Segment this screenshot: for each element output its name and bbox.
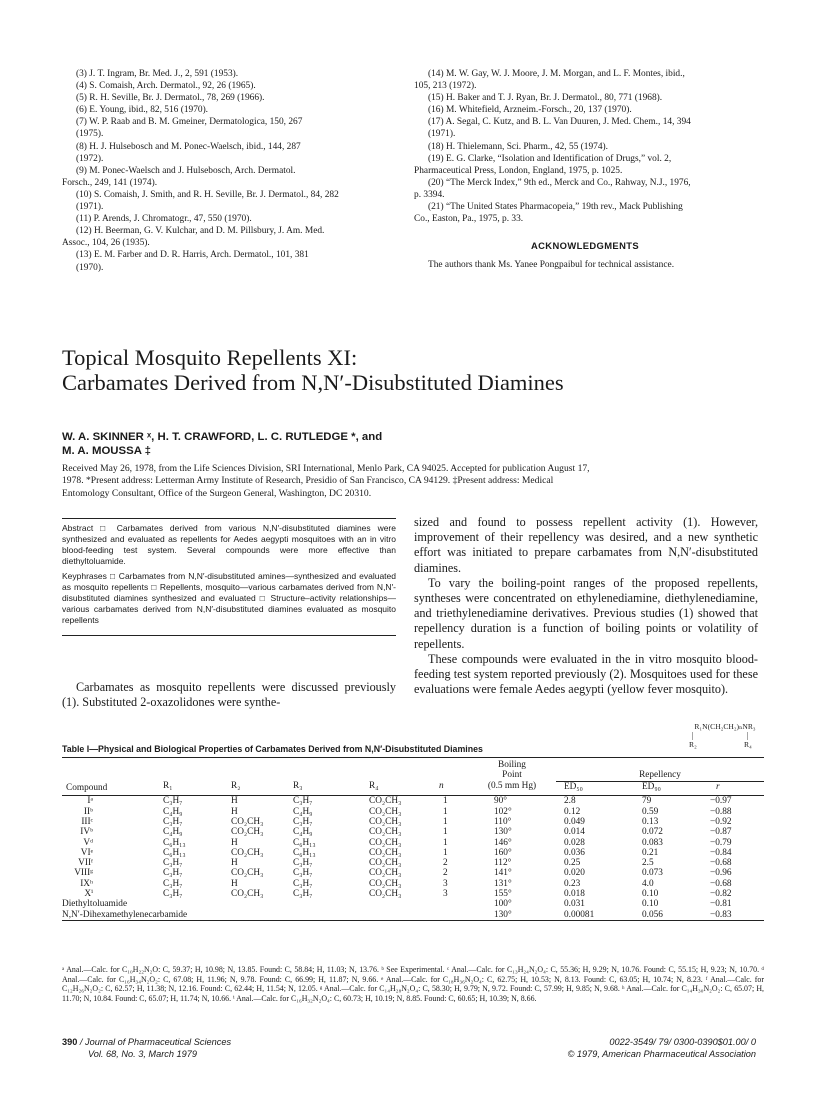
table-cell: C₃H₇	[293, 868, 313, 879]
table-cell: 155°	[494, 889, 512, 900]
reference-line: 105, 213 (1972).	[414, 81, 477, 92]
table-cell: 0.23	[564, 878, 581, 889]
reference-line: (4) S. Comaish, Arch. Dermatol., 92, 26 (1965).	[76, 81, 256, 92]
table-cell: 0.072	[642, 827, 663, 838]
keyphrases-text: Keyphrases □ Carbamates from N,N′-disubstituted amines—synthesized and evaluated as mosquito repellents □ Repellents, mosquito—various carbamates derived from N,N′-disubstituted diamines synthesized and evaluated □ Structure–activity relationships—various carbamates derived from N,N′-disubstituted diamines evaluated as mosquito repellents	[62, 571, 396, 625]
title-line-1: Topical Mosquito Repellents XI:	[62, 345, 358, 370]
footer-journal: 390 / Journal of Pharmaceutical Sciences	[62, 1037, 232, 1047]
table-cell: 90°	[494, 796, 508, 807]
table-cell: CO₂CH₃	[369, 878, 402, 889]
body-paragraph: Carbamates as mosquito repellents were discussed previously (1). Substituted 2-oxazolidones were synthe-	[62, 680, 396, 710]
table-cell: −0.92	[710, 816, 732, 827]
header-r: r	[704, 781, 764, 796]
table-cell: C₄H₉	[293, 827, 313, 838]
table-cell: CO₂CH₃	[231, 868, 264, 879]
table-container	[62, 757, 764, 921]
table-cell: −0.68	[710, 878, 732, 889]
table-cell: −0.88	[710, 806, 732, 817]
header-r4: R₄	[369, 781, 379, 792]
table-cell: 0.00081	[564, 909, 595, 920]
table-row	[62, 879, 764, 889]
reference-line: (7) W. P. Raab and B. M. Gmeiner, Dermatologica, 150, 267	[76, 117, 303, 128]
body-paragraph: sized and found to possess repellent activity (1). However, improvement of their repellency was desired, and a new synthetic effort was initiated to prepare carbamates from N,N′-disubstituted diamines.	[414, 515, 758, 575]
table-row	[62, 858, 764, 868]
table-cell: 0.083	[642, 837, 663, 848]
table-cell: Diethyltoluamide	[62, 899, 128, 910]
table-cell: 0.014	[564, 827, 585, 838]
header-n: n	[439, 781, 444, 792]
references-left	[62, 68, 392, 274]
references-right	[414, 68, 756, 225]
table-cell: H	[231, 806, 238, 817]
table-cell: CO₂CH₃	[231, 827, 264, 838]
footer-copyright: © 1979, American Pharmaceutical Association	[567, 1049, 756, 1059]
table-cell: 1	[443, 816, 448, 827]
reference-line: Co., Easton, Pa., 1975, p. 33.	[414, 214, 524, 225]
table-cell: C₄H₉	[293, 806, 313, 817]
reference-line: (11) P. Arends, J. Chromatogr., 47, 550 (1970).	[76, 214, 252, 225]
table-cell: C₃H₇	[163, 796, 183, 807]
table-cell: 0.25	[564, 858, 581, 869]
table-footnote: ᵃ Anal.—Calc. for C₁₀H₂₂N₂O: C, 59.37; H, 10.98; N, 13.85. Found: C, 58.84; H, 11.03; N, 13.76. ᵇ See Experimental. ᶜ Anal.—Calc. for C₁₃H₂₄N₂O₄: C, 55.36; H, 9.29; N, 10.76. Found: C, 55.15; H, 9.23; N, 10.70. ᵈ Anal.—Calc. for C₁₆H₃₄N₂O₂: C, 67.08; H, 11.96; N, 9.78. Found: C, 66.99; H, 11.87; N, 9.66. ᵉ Anal.—Calc. for C₁₈H₃₆N₂O₄: C, 62.75; H, 10.53; N, 8.13. Found: C, 63.05; H, 10.74; N, 8.23. ᶠ Anal.—Calc. for C₁₂H₂₆N₂O₂: C, 62.57; H, 11.38; N, 12.16. Found: C, 62.44; H, 11.54; N, 12.05. ᵍ Anal.—Calc. for C₁₄H₂₈N₂O₄: C, 58.30; H, 9.79; N, 9.72. Found: C, 57.99; H, 9.85; N, 9.68. ʰ Anal.—Calc. for C₁₄H₃₀N₂O₂: C, 65.07; H, 11.70; N, 10.84. Found: C, 65.07; H, 11.74; N, 10.66. ⁱ Anal.—Calc. for C₁₆H₃₂N₂O₄: C, 60.73; H, 10.19; N, 8.85. Found: C, 60.65; H, 10.39; N, 8.66.	[62, 965, 764, 1003]
table-cell: 2	[443, 868, 448, 879]
table-cell: C₃H₇	[163, 858, 183, 869]
table-cell: 100°	[494, 899, 512, 910]
body-paragraph: These compounds were evaluated in the in vitro mosquito blood-feeding test system reported previously (2). Mosquitoes used for these evaluations were female Aedes aegypti (yellow fever mosquito).	[414, 651, 758, 697]
reference-line: (20) “The Merck Index,” 9th ed., Merck and Co., Rahway, N.J., 1976,	[428, 177, 691, 188]
table-cell: −0.68	[710, 858, 732, 869]
body-paragraph: To vary the boiling-point ranges of the proposed repellents, syntheses were concentrated on ethylenediamine, diethylenediamine, and triethylenediamine derivatives. Previous studies (1) showed that repellency duration is a function of boiling points or volatility of repellents.	[414, 575, 758, 651]
table-cell: H	[231, 878, 238, 889]
table-cell: 146°	[494, 837, 512, 848]
table-row	[62, 910, 764, 920]
header-ed90: ED₉₀	[628, 781, 704, 796]
table-row	[62, 796, 764, 807]
table-cell: 0.031	[564, 899, 585, 910]
structure-r4: R₄	[744, 740, 752, 749]
header-r2: R₂	[231, 781, 241, 792]
table-row	[62, 899, 764, 909]
reference-line: (9) M. Ponec-Waelsch and J. Hulsebosch, Arch. Dermatol.	[76, 165, 296, 176]
table-cell: −0.83	[710, 909, 732, 920]
table-cell: VIIᶠ	[78, 858, 93, 869]
table-row	[62, 817, 764, 827]
table-cell: C₃H₇	[163, 868, 183, 879]
table-cell: C₃H₇	[163, 889, 183, 900]
footer-issn: 0022-3549/ 79/ 0300-0390$01.00/ 0	[609, 1037, 756, 1047]
table-row	[62, 807, 764, 817]
table-cell: C₃H₇	[163, 878, 183, 889]
table-body	[62, 796, 764, 920]
table-cell: C₄H₉	[163, 827, 183, 838]
table-cell: CO₂CH₃	[369, 868, 402, 879]
table-cell: CO₂CH₃	[369, 847, 402, 858]
table-cell: −0.97	[710, 796, 732, 807]
title-line-2: Carbamates Derived from N,N′-Disubstituted Diamines	[62, 370, 564, 395]
table-cell: C₆H₁₃	[163, 847, 186, 858]
body-left-column	[62, 680, 396, 710]
table-cell: 3	[443, 878, 448, 889]
table-cell: CO₂CH₃	[369, 816, 402, 827]
table-cell: 0.036	[564, 847, 585, 858]
reference-line: (5) R. H. Seville, Br. J. Dermatol., 78, 269 (1966).	[76, 93, 265, 104]
table-cell: C₃H₇	[293, 858, 313, 869]
table-cell: IVᵇ	[80, 827, 93, 838]
table-cell: C₆H₁₃	[293, 837, 316, 848]
table-caption: Table I—Physical and Biological Properties of Carbamates Derived from N,N′-Disubstituted Diamines	[62, 744, 483, 754]
header-compound: Compound	[66, 783, 108, 794]
structure-formula: R₁N(CH₂CH₂)ₙNR₃ | | R₂ R₄	[680, 722, 770, 749]
table-cell: C₃H₇	[293, 816, 313, 827]
table-cell: 1	[443, 847, 448, 858]
table-cell: 0.020	[564, 868, 585, 879]
table-cell: 1	[443, 837, 448, 848]
reference-line: (21) “The United States Pharmacopeia,” 19th rev., Mack Publishing	[428, 202, 683, 213]
reference-line: (15) H. Baker and T. J. Ryan, Br. J. Dermatol., 80, 771 (1968).	[428, 93, 663, 104]
table-cell: 130°	[494, 827, 512, 838]
reference-line: (14) M. W. Gay, W. J. Moore, J. M. Morgan, and L. F. Montes, ibid.,	[428, 69, 685, 79]
reference-line: (17) A. Segal, C. Kutz, and B. L. Van Duuren, J. Med. Chem., 14, 394	[428, 117, 691, 128]
header-bp-2: Point	[502, 770, 522, 781]
header-ed50: ED₅₀	[556, 781, 628, 796]
table-cell: 2.5	[642, 858, 654, 869]
table-row	[62, 838, 764, 848]
table-row	[62, 889, 764, 899]
table-cell: 0.049	[564, 816, 585, 827]
reference-line: (1971).	[76, 202, 104, 213]
table-cell: CO₂CH₃	[231, 816, 264, 827]
table-cell: 3	[443, 889, 448, 900]
table-cell: 1	[443, 806, 448, 817]
table-cell: −0.82	[710, 889, 732, 900]
reference-line: (1975).	[76, 129, 104, 140]
table-cell: −0.81	[710, 899, 732, 910]
table-cell: 141°	[494, 868, 512, 879]
table-cell: CO₂CH₃	[231, 889, 264, 900]
table-cell: 1	[443, 796, 448, 807]
table-cell: CO₂CH₃	[369, 858, 402, 869]
table-cell: C₆H₁₃	[293, 847, 316, 858]
header-repellency: Repellency	[556, 770, 764, 781]
table-cell: 160°	[494, 847, 512, 858]
reference-line: (19) E. G. Clarke, “Isolation and Identification of Drugs,” vol. 2,	[428, 153, 672, 164]
table-row	[62, 827, 764, 837]
table-cell: 0.12	[564, 806, 581, 817]
table-cell: −0.87	[710, 827, 732, 838]
table-cell: VIᵉ	[80, 847, 93, 858]
table-cell: 0.59	[642, 806, 659, 817]
reference-line: (16) M. Whitefield, Arzneim.-Forsch., 20, 137 (1970).	[428, 105, 632, 116]
reference-line: Forsch., 249, 141 (1974).	[62, 177, 158, 188]
table-cell: 110°	[494, 816, 512, 827]
reference-line: (12) H. Beerman, G. V. Kulchar, and D. M. Pillsbury, J. Am. Med.	[76, 226, 325, 237]
table-cell: −0.79	[710, 837, 732, 848]
table-cell: −0.96	[710, 868, 732, 879]
reference-line: Assoc., 104, 26 (1935).	[62, 238, 150, 249]
body-right-column	[414, 515, 758, 697]
table-cell: 4.0	[642, 878, 654, 889]
abstract-box	[62, 518, 396, 636]
table-cell: 102°	[494, 806, 512, 817]
table-cell: H	[231, 858, 238, 869]
table-cell: IXʰ	[80, 878, 93, 889]
table-cell: C₆H₁₃	[163, 837, 186, 848]
table-cell: 0.10	[642, 899, 659, 910]
header-r3: R₃	[293, 781, 303, 792]
acknowledgments-text: The authors thank Ms. Yanee Pongpaibul for technical assistance.	[428, 260, 675, 270]
table-cell: IIᵇ	[83, 806, 93, 817]
article-title	[62, 345, 762, 395]
table-cell: C₃H₇	[293, 878, 313, 889]
table-cell: 0.018	[564, 889, 585, 900]
table-cell: −0.84	[710, 847, 732, 858]
table-cell: 0.056	[642, 909, 663, 920]
reference-line: (6) E. Young, ibid., 82, 516 (1970).	[76, 105, 209, 116]
table-cell: CO₂CH₃	[369, 837, 402, 848]
reference-line: (8) H. J. Hulsebosch and M. Ponec-Waelsch, ibid., 144, 287	[76, 141, 301, 152]
table-cell: 131°	[494, 878, 512, 889]
reference-line: (1972).	[76, 153, 104, 164]
table-cell: 0.13	[642, 816, 659, 827]
reference-line: (13) E. M. Farber and D. R. Harris, Arch. Dermatol., 101, 381	[76, 250, 309, 261]
table-cell: CO₂CH₃	[369, 806, 402, 817]
table-cell: VIIIᵍ	[74, 868, 93, 879]
table-cell: 0.073	[642, 868, 663, 879]
data-table	[62, 758, 764, 920]
acknowledgments-heading: ACKNOWLEDGMENTS	[530, 240, 640, 251]
table-cell: H	[231, 837, 238, 848]
received-line-3: Entomology Consultant, Office of the Surgeon General, Washington, DC 20310.	[62, 487, 372, 499]
table-cell: 0.21	[642, 847, 659, 858]
table-cell: C₃H₇	[293, 889, 313, 900]
reference-line: (1970).	[76, 262, 104, 273]
table-cell: C₃H₇	[163, 816, 183, 827]
header-r1: R₁	[163, 781, 173, 792]
table-cell: CO₂CH₃	[369, 827, 402, 838]
table-cell: 1	[443, 827, 448, 838]
table-cell: 0.028	[564, 837, 585, 848]
reference-line: (10) S. Comaish, J. Smith, and R. H. Seville, Br. J. Dermatol., 84, 282	[76, 189, 339, 200]
footer-volume: Vol. 68, No. 3, March 1979	[88, 1049, 197, 1059]
table-cell: 2	[443, 858, 448, 869]
table-cell: Xⁱ	[84, 889, 93, 900]
received-line-1: Received May 26, 1978, from the Life Sciences Division, SRI International, Menlo Park, CA 94025. Accepted for publication August 17,	[62, 463, 590, 474]
table-cell: 112°	[494, 858, 512, 869]
reference-line: p. 3394.	[414, 189, 445, 200]
table-cell: 79	[642, 796, 652, 807]
header-bp-3: (0.5 mm Hg)	[487, 781, 537, 792]
table-cell: CO₂CH₃	[231, 847, 264, 858]
authors	[62, 430, 762, 458]
table-cell: IIIᶜ	[81, 816, 93, 827]
reference-line: (3) J. T. Ingram, Br. Med. J., 2, 591 (1953).	[76, 69, 239, 79]
table-cell: 2.8	[564, 796, 576, 807]
table-cell: 130°	[494, 909, 512, 920]
footer-right	[568, 1036, 756, 1060]
structure-r2: R₂	[689, 740, 697, 749]
footer-left	[62, 1036, 231, 1060]
table-cell: N,N′-Dihexamethylenecarbamide	[62, 909, 188, 920]
table-cell: Vᵈ	[83, 837, 93, 848]
table-cell: Iᵃ	[87, 796, 93, 807]
reference-line: (1971).	[428, 129, 456, 140]
received-line-2: 1978. *Present address: Letterman Army Institute of Research, Presidio of San Francisco, CA 94129. ‡Present address: Medical	[62, 475, 554, 487]
received-info	[62, 463, 762, 500]
table-cell: 0.10	[642, 889, 659, 900]
authors-line-1: W. A. SKINNER ˣ, H. T. CRAWFORD, L. C. RUTLEDGE *, and	[62, 431, 383, 443]
table-cell: CO₂CH₃	[369, 796, 402, 807]
authors-line-2: M. A. MOUSSA ‡	[62, 445, 152, 457]
table-cell: H	[231, 796, 238, 807]
table-cell: C₄H₉	[163, 806, 183, 817]
abstract-text: Abstract □ Carbamates derived from various N,N′-disubstituted diamines were synthesized and evaluated as repellents for Aedes aegypti mosquitoes with an in vitro blood-feeding test system. Several compounds were more effective than diethyltoluamide.	[62, 523, 396, 566]
table-cell: C₃H₇	[293, 796, 313, 807]
table-row	[62, 848, 764, 858]
structure-main: R₁N(CH₂CH₂)ₙNR₃	[694, 722, 756, 731]
table-row	[62, 868, 764, 878]
reference-line: (18) H. Thielemann, Sci. Pharm., 42, 55 (1974).	[428, 141, 609, 152]
reference-line: Pharmaceutical Press, London, England, 1975, p. 1025.	[414, 165, 623, 176]
table-cell: CO₂CH₃	[369, 889, 402, 900]
header-bp-1: Boiling	[498, 760, 526, 770]
